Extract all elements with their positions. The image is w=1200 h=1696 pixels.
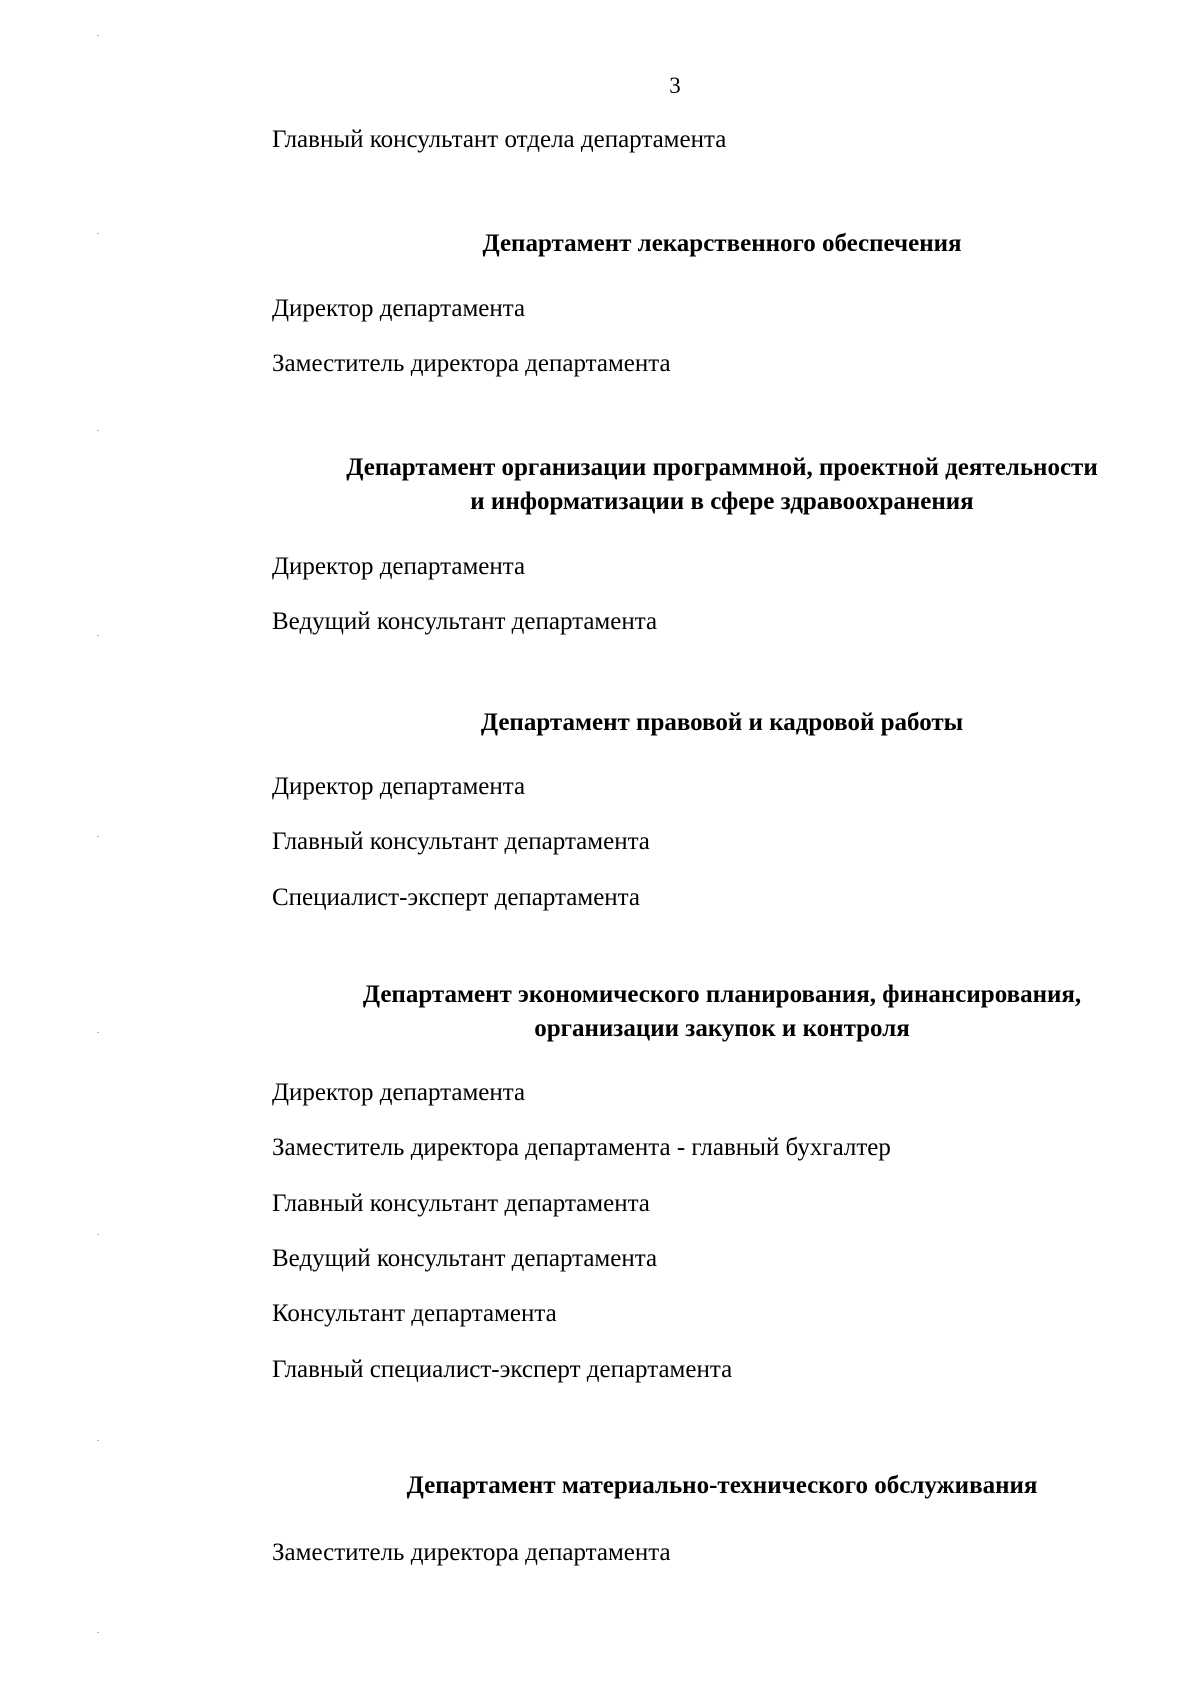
department-heading-line: организации закупок и контроля xyxy=(534,1015,910,1042)
department-heading-line: Департамент организации программной, проектной деятельности xyxy=(346,454,1098,481)
department-heading-economic-planning xyxy=(272,978,1172,1046)
margin-mark xyxy=(97,836,99,837)
position-line: Директор департамента xyxy=(272,553,526,580)
department-heading-logistics xyxy=(272,1469,1172,1503)
department-heading-line: Департамент правовой и кадровой работы xyxy=(480,709,964,736)
department-heading-line: Департамент лекарственного обеспечения xyxy=(482,230,962,257)
position-line: Директор департамента xyxy=(272,295,526,322)
position-line: Заместитель директора департамента xyxy=(272,1539,671,1566)
department-heading-line: Департамент материально-технического обслуживания xyxy=(406,1472,1038,1499)
margin-mark xyxy=(97,1234,99,1235)
margin-mark xyxy=(97,1032,99,1033)
margin-mark xyxy=(97,35,99,36)
department-heading-line: и информатизации в сфере здравоохранения xyxy=(470,488,974,515)
position-line: Специалист-эксперт департамента xyxy=(272,884,641,911)
position-line: Директор департамента xyxy=(272,773,526,800)
margin-mark xyxy=(97,1632,99,1633)
position-line: Заместитель директора департамента xyxy=(272,350,671,377)
position-line: Главный консультант департамента xyxy=(272,1190,650,1217)
department-heading-line: Департамент экономического планирования, финансирования, xyxy=(362,981,1082,1008)
position-line: Заместитель директора департамента - главный бухгалтер xyxy=(272,1134,891,1161)
position-line: Консультант департамента xyxy=(272,1300,557,1327)
page-number: 3 xyxy=(669,73,681,98)
position-line: Главный консультант департамента xyxy=(272,828,650,855)
margin-mark xyxy=(97,1440,99,1441)
position-line: Главный специалист-эксперт департамента xyxy=(272,1356,733,1383)
margin-mark xyxy=(97,635,99,636)
department-heading-program-informatization xyxy=(272,451,1172,519)
position-line: Директор департамента xyxy=(272,1079,526,1106)
margin-mark xyxy=(97,430,99,431)
margin-mark xyxy=(97,233,99,234)
position-line: Ведущий консультант департамента xyxy=(272,1245,658,1272)
position-line: Ведущий консультант департамента xyxy=(272,608,658,635)
intro-position-line: Главный консультант отдела департамента xyxy=(272,126,727,153)
department-heading-medicines xyxy=(272,227,1172,261)
department-heading-legal-hr xyxy=(272,706,1172,740)
